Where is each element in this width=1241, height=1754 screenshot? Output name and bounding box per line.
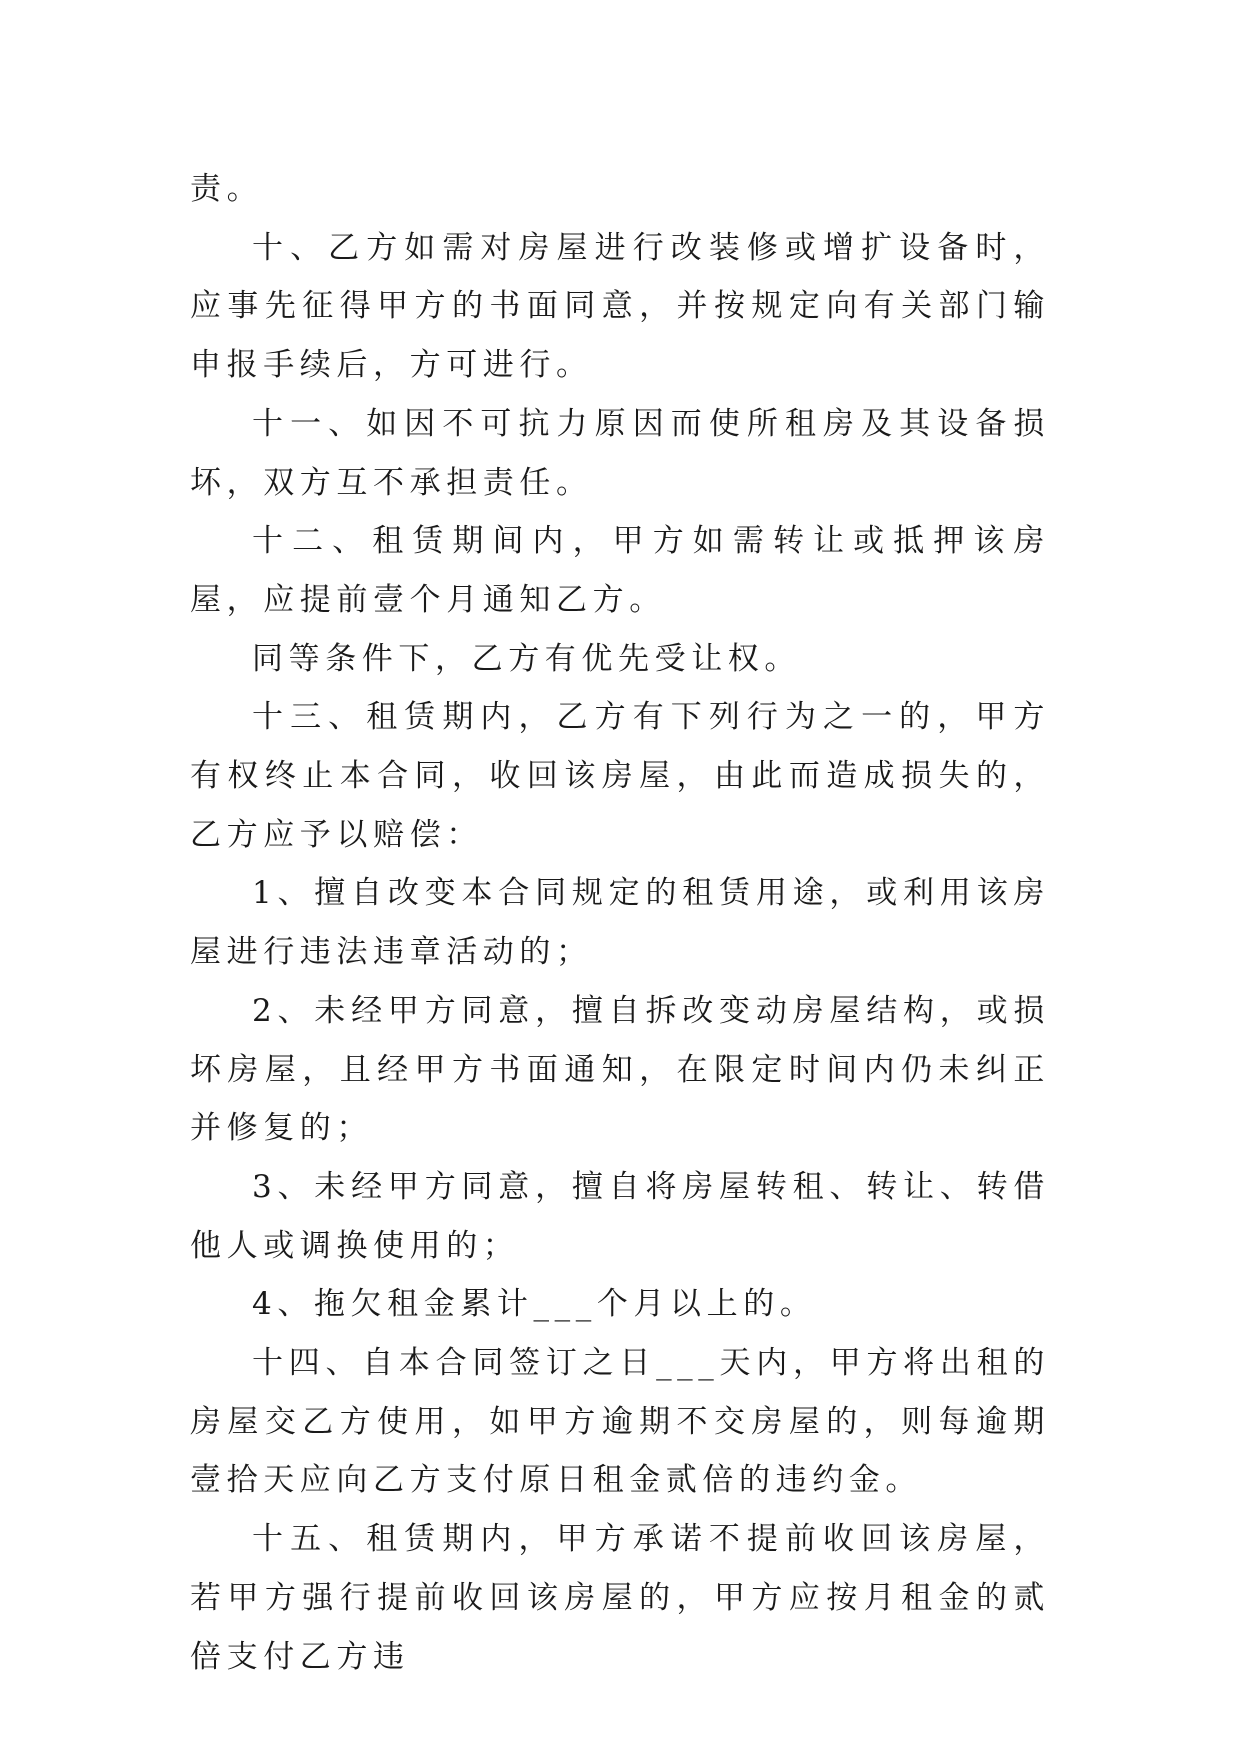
paragraph-item-1: 1、擅自改变本合同规定的租赁用途，或利用该房屋进行违法违章活动的； <box>190 875 1050 971</box>
paragraph-item-2: 2、未经甲方同意，擅自拆改变动房屋结构，或损坏房屋，且经甲方书面通知，在限定时间内仍未纠正并修复的； <box>190 992 1050 1147</box>
paragraph-priority-right: 同等条件下，乙方有优先受让权。 <box>252 640 801 677</box>
paragraph-item-3: 3、未经甲方同意，擅自将房屋转租、转让、转借他人或调换使用的； <box>190 1168 1050 1264</box>
paragraph-clause-12: 十二、租赁期间内，甲方如需转让或抵押该房屋，应提前壹个月通知乙方。 <box>190 523 1050 618</box>
paragraph-continuation: 责。 <box>190 171 264 207</box>
paragraph-item-4: 4、拖欠租金累计___个月以上的。 <box>252 1286 817 1323</box>
document-body <box>190 160 1050 1686</box>
paragraph-clause-11: 十一、如因不可抗力原因而使所租房及其设备损坏，双方互不承担责任。 <box>190 405 1050 501</box>
paragraph-clause-13: 十三、租赁期内，乙方有下列行为之一的，甲方有权终止本合同，收回该房屋，由此而造成损失的，乙方应予以赔偿： <box>190 699 1050 853</box>
paragraph-clause-15: 十五、租赁期内，甲方承诺不提前收回该房屋，若甲方强行提前收回该房屋的，甲方应按月租金的贰倍支付乙方违 <box>190 1521 1050 1675</box>
paragraph-clause-10: 十、乙方如需对房屋进行改装修或增扩设备时，应事先征得甲方的书面同意，并按规定向有关部门输申报手续后，方可进行。 <box>190 229 1050 384</box>
paragraph-clause-14: 十四、自本合同签订之日___天内，甲方将出租的房屋交乙方使用，如甲方逾期不交房屋的，则每逾期壹拾天应向乙方支付原日租金贰倍的违约金。 <box>190 1345 1050 1499</box>
